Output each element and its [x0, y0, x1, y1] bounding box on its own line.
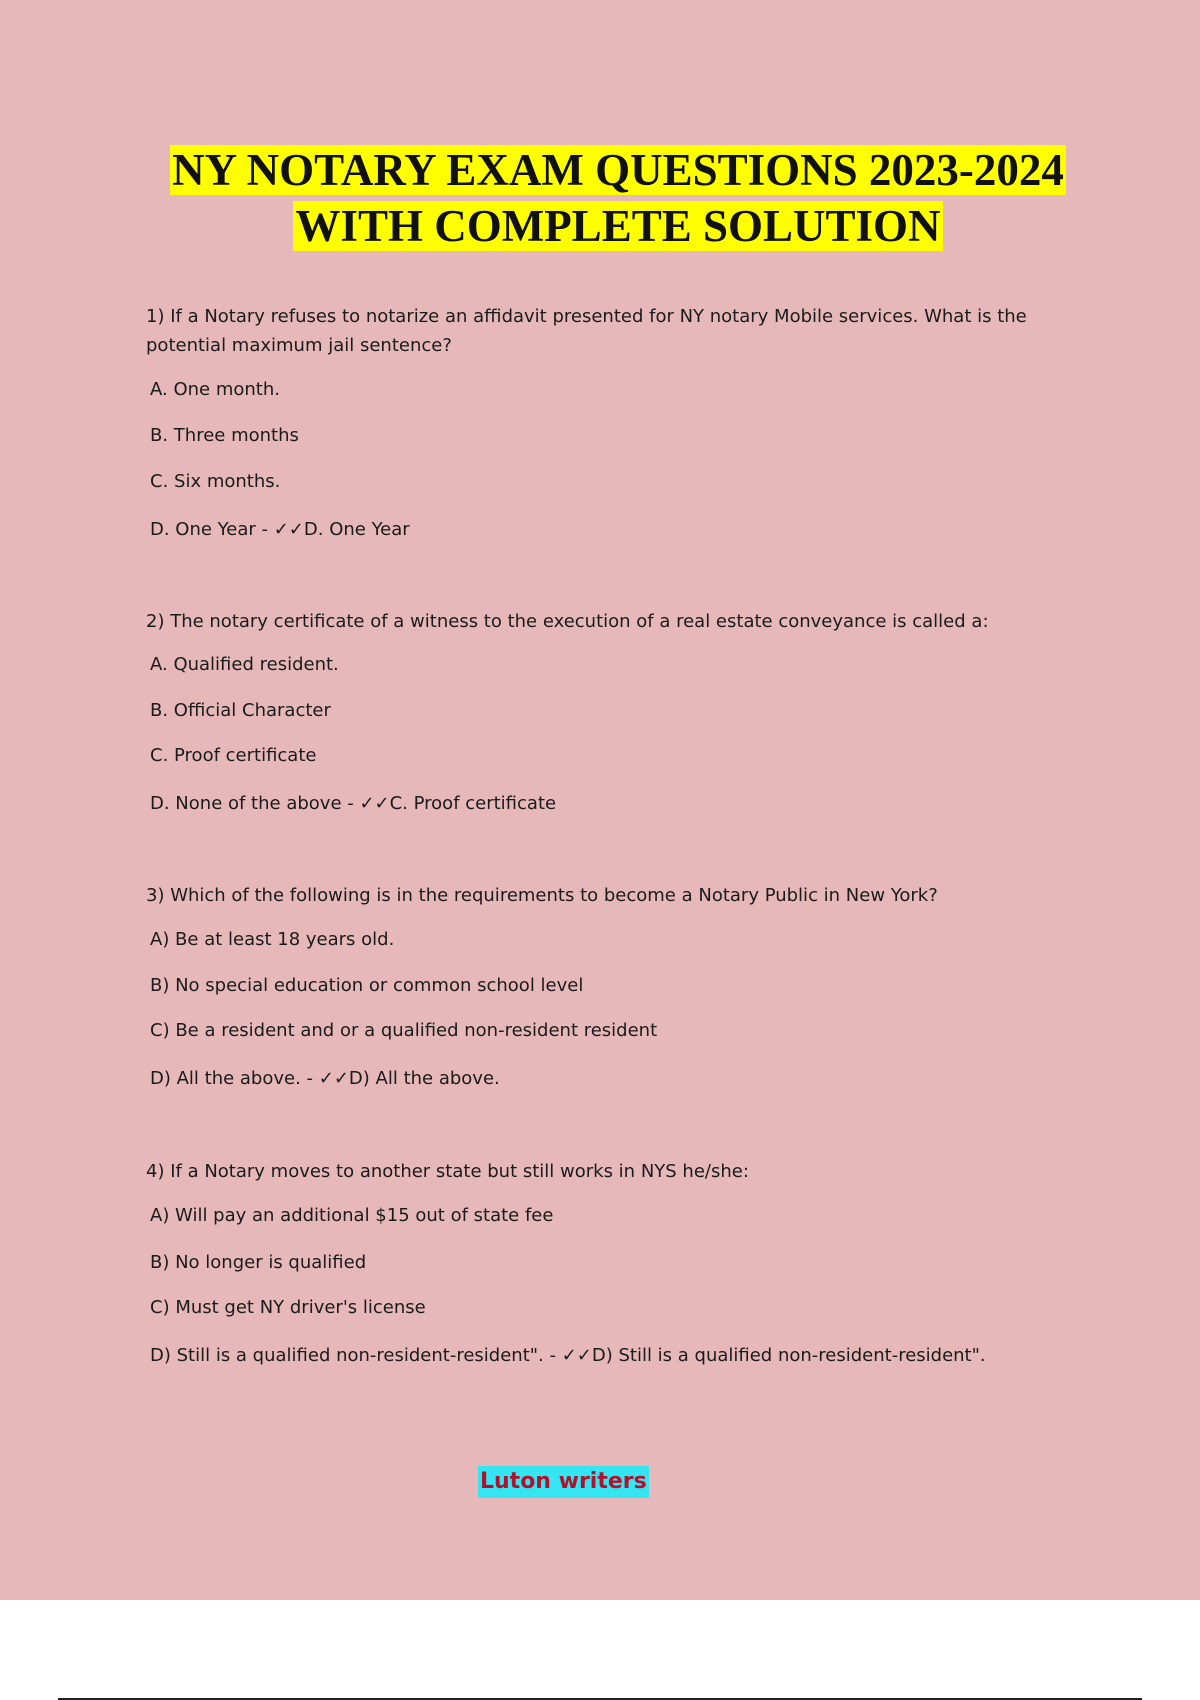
question-3-text: 3) Which of the following is in the requirements to become a Notary Public in New York? — [146, 885, 938, 906]
question-1-option-a: A. One month. — [150, 379, 280, 400]
author-tag: Luton writers — [478, 1466, 649, 1498]
document-title — [0, 142, 1200, 254]
question-4-option-d-answer: D) Still is a qualified non-resident-resident". - ✓✓D) Still is a qualified non-resident-resident". — [150, 1345, 986, 1366]
question-1-option-b: B. Three months — [150, 425, 299, 446]
question-3-option-d-answer: D) All the above. - ✓✓D) All the above. — [150, 1068, 500, 1089]
question-2-option-c: C. Proof certificate — [150, 745, 317, 766]
question-2-option-a: A. Qualified resident. — [150, 654, 339, 675]
question-4-option-c: C) Must get NY driver's license — [150, 1297, 426, 1318]
question-1-text: 1) If a Notary refuses to notarize an affidavit presented for NY notary Mobile services. What is the potential maximum jail sentence? — [146, 306, 1027, 356]
question-3-option-b: B) No special education or common school level — [150, 975, 584, 996]
question-3-option-a: A) Be at least 18 years old. — [150, 929, 395, 950]
question-2-text: 2) The notary certificate of a witness to the execution of a real estate conveyance is called a: — [146, 611, 989, 632]
question-3-option-c: C) Be a resident and or a qualified non-resident resident — [150, 1020, 658, 1041]
question-1-option-c: C. Six months. — [150, 471, 281, 492]
question-2-option-b: B. Official Character — [150, 700, 331, 721]
question-4-option-a: A) Will pay an additional $15 out of state fee — [150, 1205, 554, 1226]
title-line-2: WITH COMPLETE SOLUTION — [295, 201, 941, 251]
question-4-text: 4) If a Notary moves to another state but still works in NYS he/she: — [146, 1161, 749, 1182]
question-2-option-d-answer: D. None of the above - ✓✓C. Proof certificate — [150, 793, 557, 814]
question-4-option-b: B) No longer is qualified — [150, 1252, 367, 1273]
title-line-1: NY NOTARY EXAM QUESTIONS 2023-2024 — [172, 145, 1064, 195]
question-1-option-d-answer: D. One Year - ✓✓D. One Year — [150, 519, 410, 540]
